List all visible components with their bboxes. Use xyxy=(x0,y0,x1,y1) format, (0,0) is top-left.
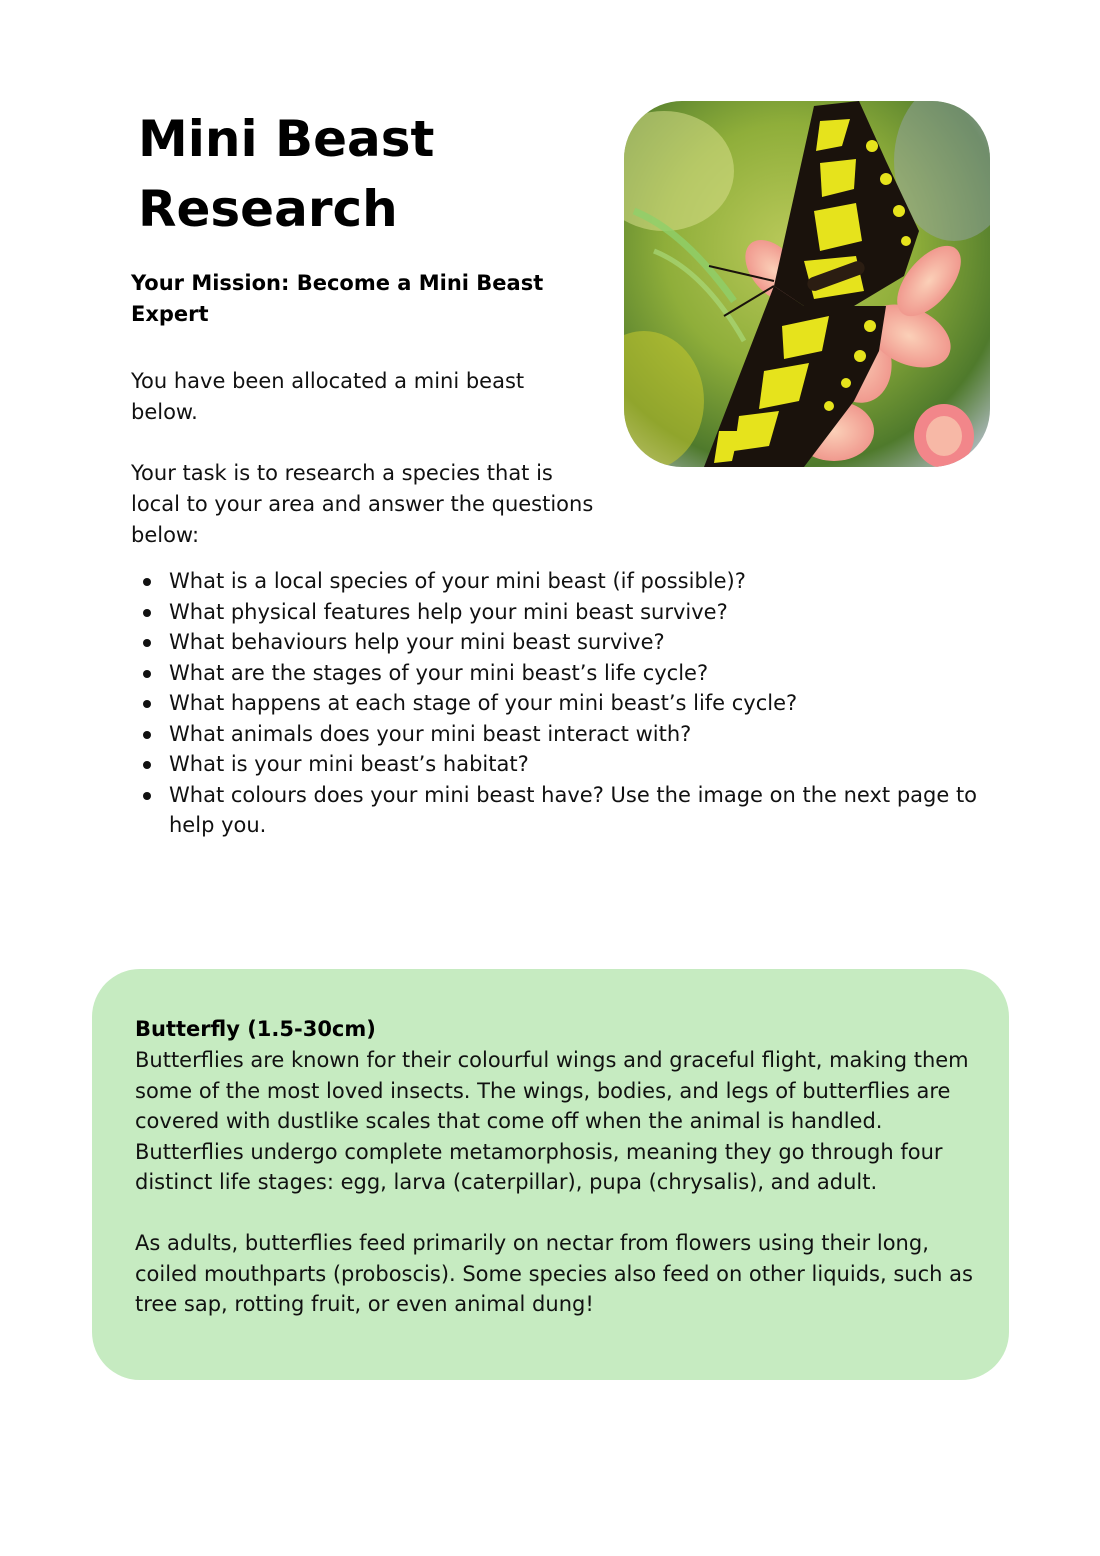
question-text: What physical features help your mini beast survive? xyxy=(169,599,728,624)
list-item xyxy=(169,658,989,689)
question-text: What are the stages of your mini beast’s life cycle? xyxy=(169,660,709,685)
bullet-icon xyxy=(143,639,151,647)
bullet-icon xyxy=(143,792,151,800)
mission-heading: Your Mission: Become a Mini Beast Expert xyxy=(131,271,544,326)
research-questions-list xyxy=(169,566,989,841)
butterfly-photo xyxy=(624,101,990,467)
list-item xyxy=(169,749,989,780)
bullet-icon xyxy=(143,700,151,708)
list-item xyxy=(169,719,989,750)
intro-paragraph-allocation: You have been allocated a mini beast below. xyxy=(131,369,525,424)
card-paragraph-description: Butterflies are known for their colourful wings and graceful flight, making them some of the most loved insects. The wings, bodies, and legs of butterflies are covered with dustlike scales that come off when the animal is handled. Butterflies undergo complete metamorphosis, meaning they go through four distinct life stages: egg, larva (caterpillar), pupa (chrysalis), and adult. xyxy=(135,1048,969,1194)
butterfly-illustration xyxy=(624,101,990,467)
butterfly-info-card xyxy=(92,969,1009,1380)
intro-paragraph-task: Your task is to research a species that is local to your area and answer the questions below: xyxy=(131,461,594,547)
card-paragraph-diet: As adults, butterflies feed primarily on nectar from flowers using their long, coiled mouthparts (proboscis). Some species also feed on other liquids, such as tree sap, rotting fruit, or even animal dung! xyxy=(135,1231,973,1316)
question-text: What behaviours help your mini beast survive? xyxy=(169,630,665,654)
question-text: What animals does your mini beast interact with? xyxy=(169,721,692,746)
list-item xyxy=(169,627,989,658)
card-heading: Butterfly (1.5-30cm) xyxy=(135,1017,376,1041)
list-item xyxy=(169,688,989,719)
bullet-icon xyxy=(143,761,151,769)
list-item xyxy=(169,566,989,597)
page-title: Mini Beast Research xyxy=(138,110,435,238)
question-text: What is a local species of your mini beast (if possible)? xyxy=(169,569,746,593)
list-item xyxy=(169,780,989,841)
bullet-icon xyxy=(143,731,151,739)
list-item xyxy=(169,597,989,628)
bullet-icon xyxy=(143,609,151,617)
question-text: What happens at each stage of your mini beast’s life cycle? xyxy=(169,691,798,715)
bullet-icon xyxy=(143,670,151,678)
question-text: What colours does your mini beast have? Use the image on the next page to help you. xyxy=(169,782,978,837)
question-text: What is your mini beast’s habitat? xyxy=(169,752,529,776)
bullet-icon xyxy=(143,578,151,586)
